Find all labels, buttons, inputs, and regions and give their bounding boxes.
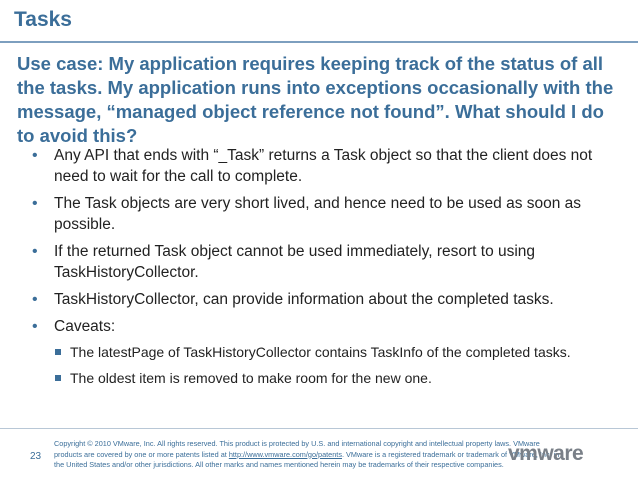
bullet-text: TaskHistoryCollector, can provide information about the completed tasks. <box>54 291 554 308</box>
sub-bullet-item <box>28 343 618 362</box>
title-divider <box>0 41 638 43</box>
bullet-text: Caveats: <box>54 318 116 335</box>
bullet-item <box>28 316 618 337</box>
bullet-icon: • <box>32 195 38 212</box>
sub-bullet-text: The latestPage of TaskHistoryCollector contains TaskInfo of the completed tasks. <box>70 344 571 360</box>
bullet-icon: • <box>32 318 38 335</box>
bullet-icon: • <box>32 147 38 164</box>
copyright-text: Copyright © 2010 VMware, Inc. All rights reserved. This product is protected by U.S. and international copyright and intellectual property laws. VMware products are covered by one or more patents listed at <box>54 439 540 459</box>
copyright-text-cont: . VMware is a registered trademark or trademark of VMware, Inc. in the United States and/or other jurisdictions. All other marks and names mentioned herein may be trademarks of their respective companies. <box>54 449 560 469</box>
sub-bullet-text: The oldest item is removed to make room for the new one. <box>70 370 432 386</box>
square-bullet-icon <box>55 375 61 381</box>
sub-bullet-item <box>28 369 618 388</box>
vmware-logo <box>508 442 618 464</box>
page-number: 23 <box>30 451 42 462</box>
bullet-text: Any API that ends with “_Task” returns a Task object so that the client does not need to wait for the call to complete. <box>54 147 593 185</box>
bullet-item <box>28 289 618 310</box>
bullet-list <box>28 145 618 395</box>
use-case-heading: Use case: My application requires keeping track of the status of all the tasks. My application runs into exceptions occasionally with the message, “managed object reference not found”. What should I do to avoid this? <box>17 53 614 146</box>
bullet-text: If the returned Task object cannot be used immediately, resort to using TaskHistoryCollector. <box>54 243 536 281</box>
bullet-icon: • <box>32 291 38 308</box>
bullet-item <box>28 193 618 235</box>
slide-title: Tasks <box>14 8 72 31</box>
vmware-logo-icon <box>508 442 618 464</box>
bullet-text: The Task objects are very short lived, and hence need to be used as soon as possible. <box>54 195 582 233</box>
bullet-icon: • <box>32 243 38 260</box>
footer-divider <box>0 428 638 429</box>
copyright-notice <box>54 439 564 471</box>
logo-wordmark: vmware <box>508 442 584 464</box>
bullet-item <box>28 241 618 283</box>
patents-link[interactable]: http://www.vmware.com/go/patents <box>228 449 342 459</box>
bullet-item <box>28 145 618 187</box>
square-bullet-icon <box>55 349 61 355</box>
